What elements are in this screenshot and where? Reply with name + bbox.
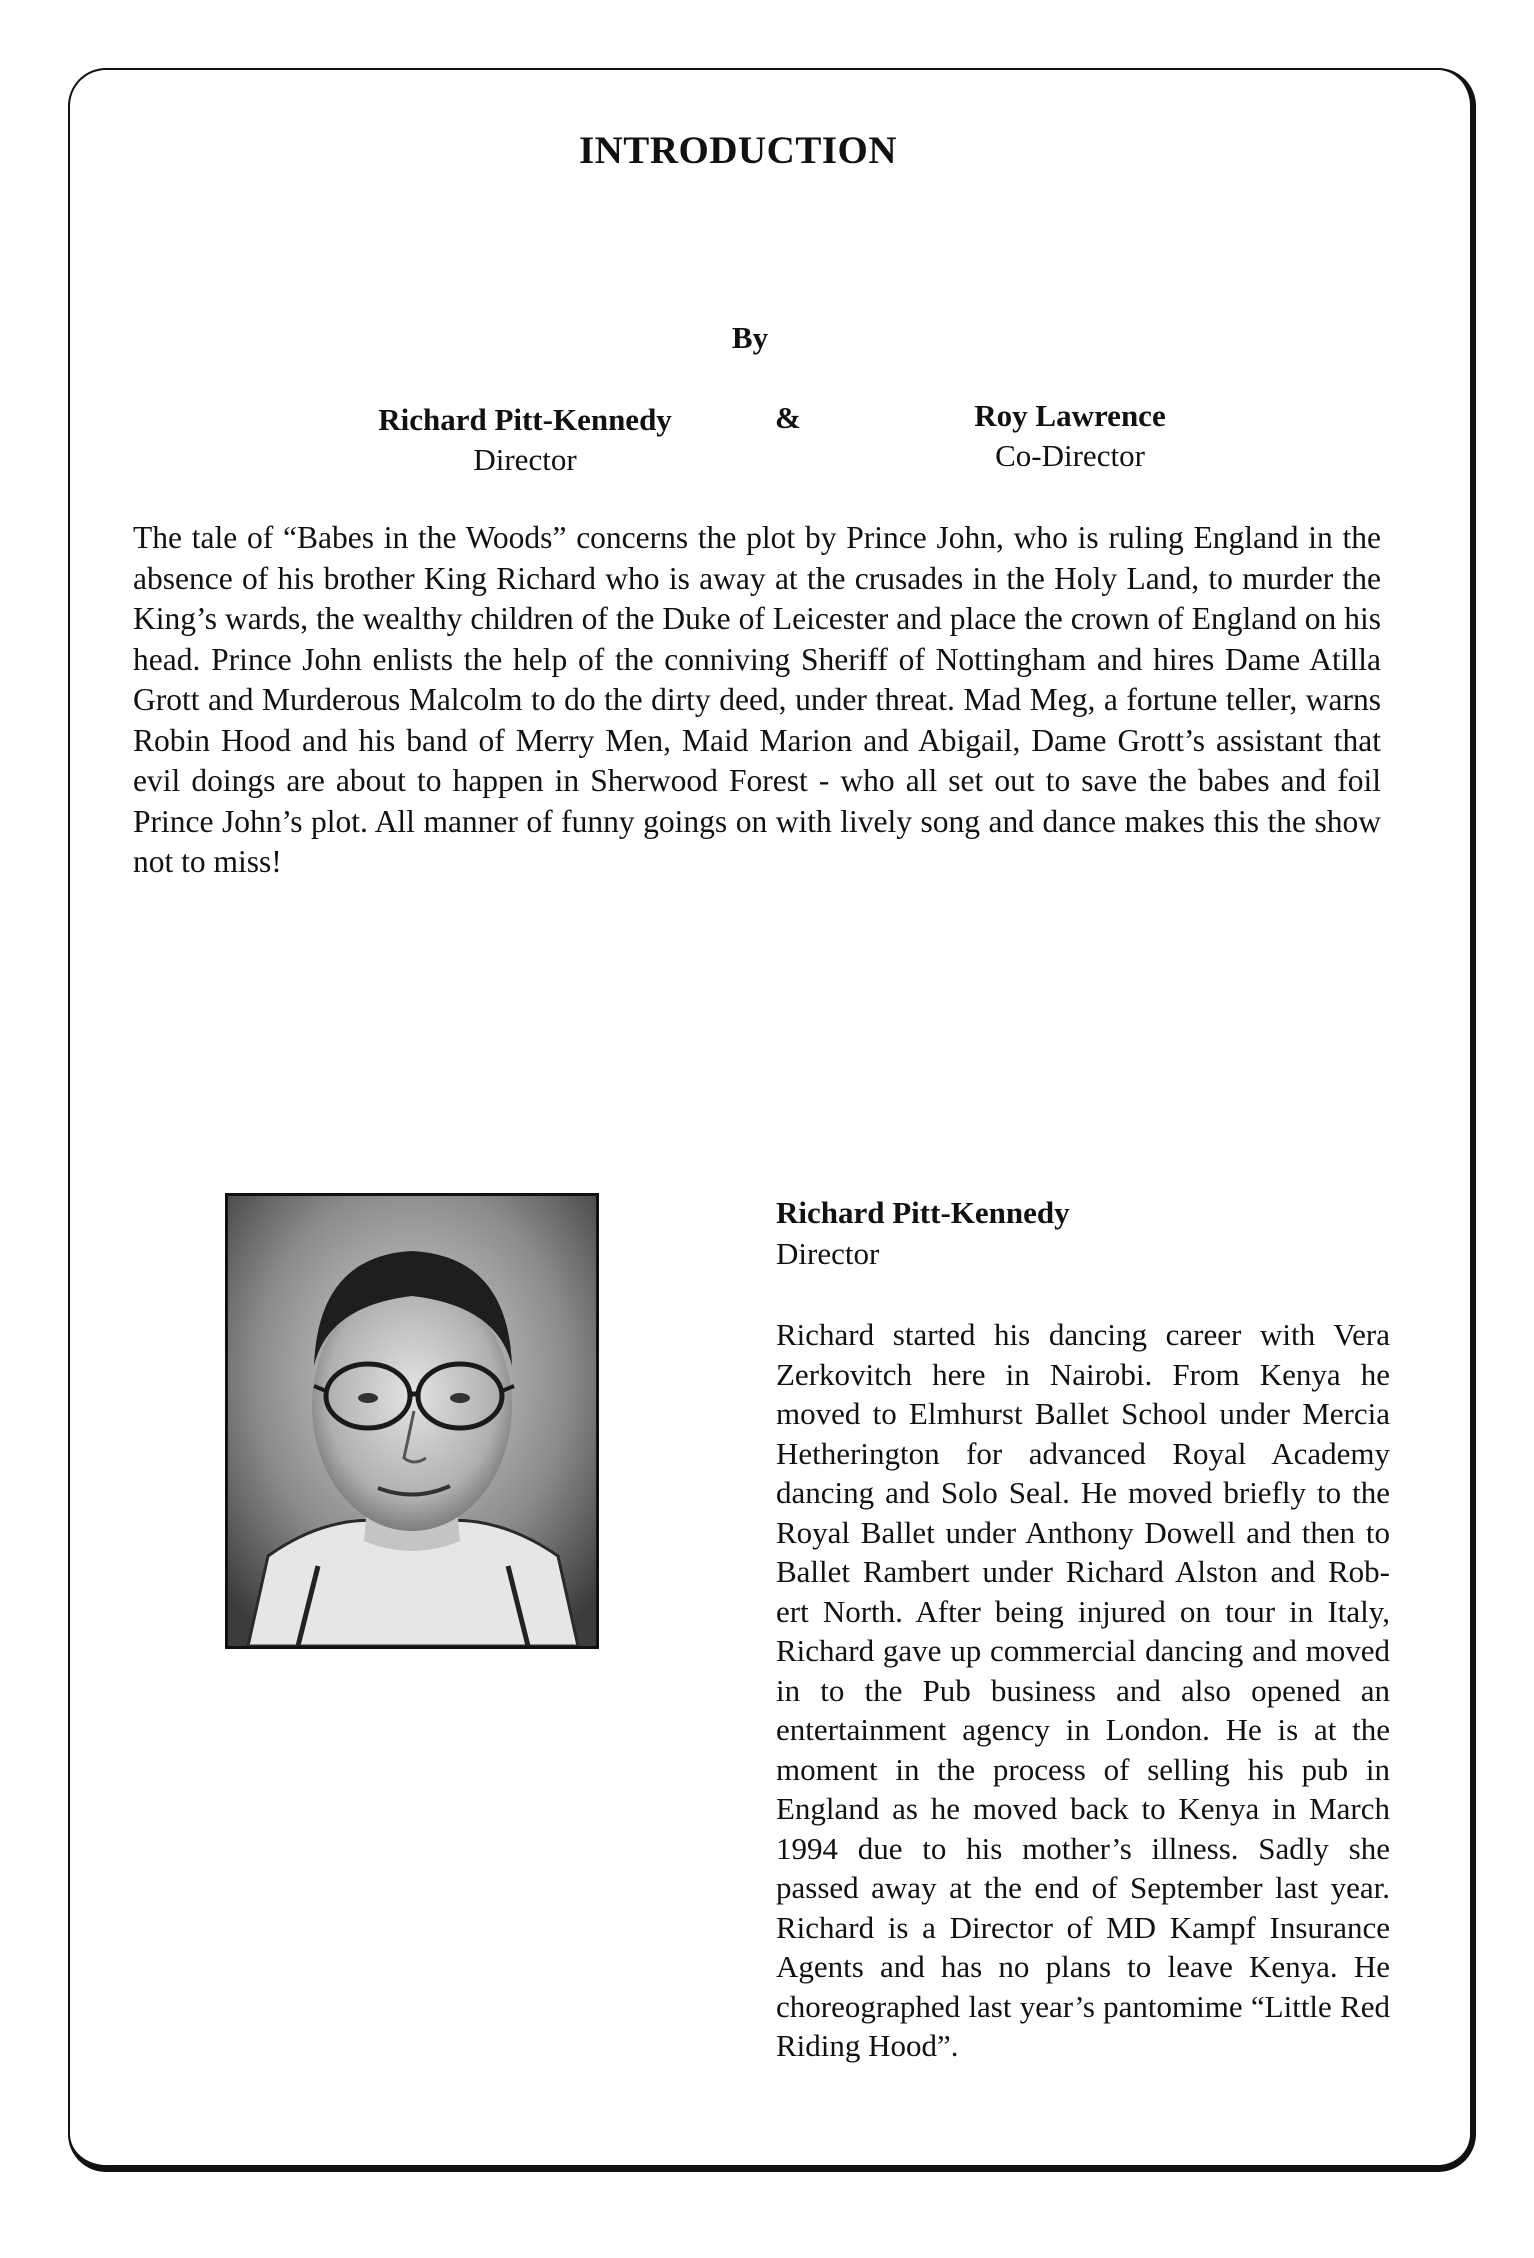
bio-role: Director bbox=[776, 1236, 880, 1271]
director-role: Director bbox=[473, 442, 577, 477]
co-director-name: Roy Lawrence bbox=[974, 398, 1166, 433]
director-name: Richard Pitt-Kennedy bbox=[378, 402, 672, 437]
credit-separator: & bbox=[775, 400, 801, 435]
bio-name: Richard Pitt-Kennedy bbox=[776, 1195, 1070, 1230]
intro-paragraph: The tale of “Babes in the Woods” concerns the plot by Prince John, who is ruling England in the absence of his brother King Richard who is away at the crusades in the Holy Land, to murder the King’s wards, the wealthy children of the Duke of Leicester and place the crown of England on his head. Prince John enlists the help of the conniving Sheriff of Nottingham and hires Dame Atilla Grott and Murderous Malcolm to do the dirty deed, under threat. Mad Meg, a fortune teller, warns Robin Hood and his band of Merry Men, Maid Marion and Abigail, Dame Grott’s assistant that evil doings are about to happen in Sherwood Forest - who all set out to save the babes and foil Prince John’s plot. All manner of funny goings on with lively song and dance makes this the show not to miss! bbox=[133, 520, 1381, 879]
credit-co-director bbox=[900, 396, 1240, 476]
portrait-photo bbox=[225, 1193, 599, 1649]
credit-director bbox=[340, 400, 710, 480]
by-line: By bbox=[731, 320, 769, 355]
co-director-role: Co-Director bbox=[995, 438, 1145, 473]
bio-paragraph: Richard started his dancing career with Vera Zerkovitch here in Nairobi. From Kenya he moved to Elmhurst Ballet School under Mercia Hetherington for advanced Royal Academy dancing and Solo Seal. He moved briefly to the Royal Ballet under Anthony Dowell and then to Ballet Rambert under Richard Alston and Rob-ert North. After being injured on tour in Italy, Richard gave up commercial dancing and moved in to the Pub business and also opened an entertainment agency in London. He is at the moment in the process of selling his pub in England as he moved back to Kenya in March 1994 due to his mother’s illness. Sadly she passed away at the end of September last year. Richard is a Director of MD Kampf Insurance Agents and has no plans to leave Kenya. He choreographed last year’s pantomime “Little Red Riding Hood”. bbox=[776, 1317, 1390, 2063]
portrait-illustration bbox=[228, 1196, 596, 1646]
page-title: INTRODUCTION bbox=[578, 129, 898, 172]
